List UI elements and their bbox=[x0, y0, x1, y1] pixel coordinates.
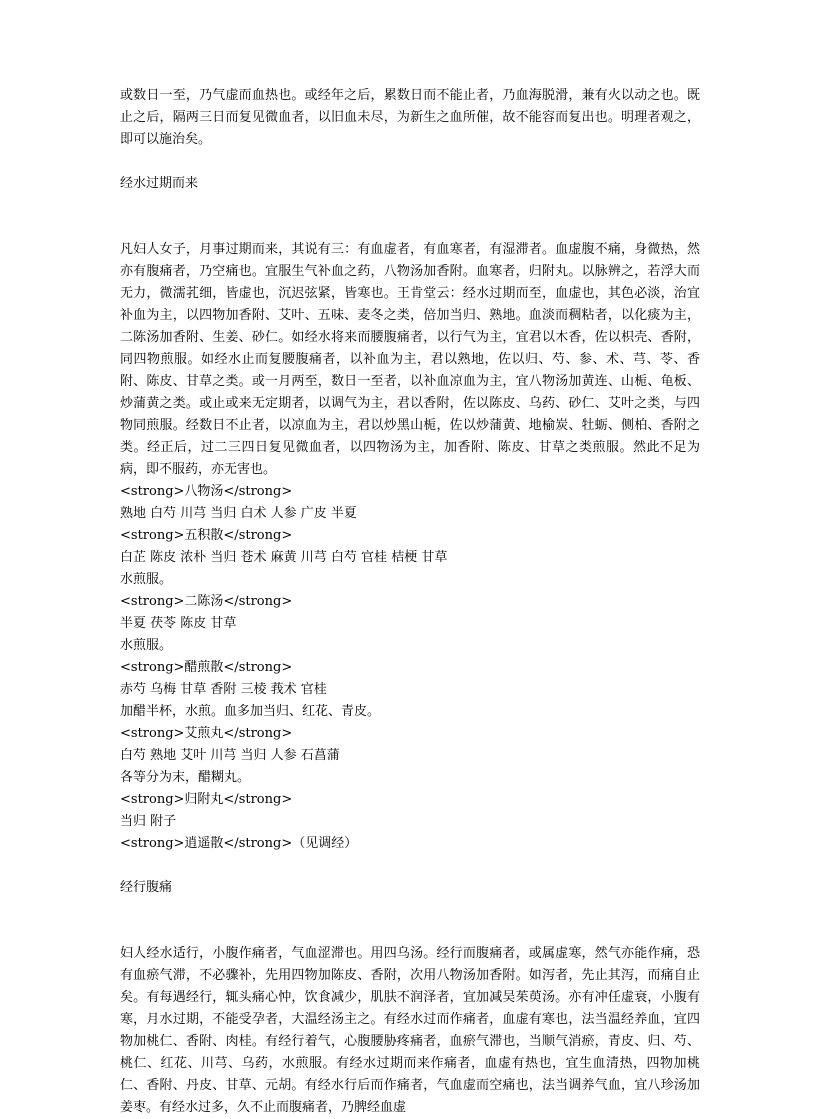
section-title-late-menses: 经水过期而来 bbox=[120, 176, 199, 191]
recipe-line: <strong>二陈汤</strong> bbox=[120, 594, 293, 609]
recipe-line: 各等分为末，醋糊丸。 bbox=[120, 770, 251, 785]
recipe-line: <strong>逍遥散</strong>（见调经） bbox=[120, 836, 358, 851]
recipe-line: 赤芍 乌梅 甘草 香附 三棱 莪术 官桂 bbox=[120, 682, 327, 697]
recipe-line: <strong>五积散</strong> bbox=[120, 528, 293, 543]
section-paragraph-late-menses: 凡妇人女子，月事过期而来，其说有三：有血虚者，有血寒者，有湿滞者。血虚腹不痛，身微热，然亦有腹痛者，乃空痛也。宜服生气补血之药，八物汤加香附。血寒者，归附丸。以脉辨之，若浮大而无力，微濡芤细，皆虚也，沉迟弦紧，皆寒也。王肯堂云：经水过期而至，血虚也，其色必淡，治宜补血为主，以四物加香附、艾叶、五味、麦冬之类，倍加当归、熟地。血淡而稠粘者，以化痰为主，二陈汤加香附、生姜、砂仁。如经水将来而腰腹痛者，以行气为主，宜君以木香，佐以枳壳、香附，同四物煎服。如经水止而复腰腹痛者，以补血为主，君以熟地，佐以归、芍、参、术、芎、苓、香附、陈皮、甘草之类。或一月两至，数日一至者，以补血凉血为主，宜八物汤加黄连、山栀、龟板、炒蒲黄之类。或止或来无定期者，以调气为主，君以香附，佐以陈皮、乌药、砂仁、艾叶之类，与四物同煎服。经数日不止者，以凉血为主，君以炒黑山栀，佐以炒蒲黄、地榆炭、牡蛎、侧柏、香附之类。经正后，过二三四日复见微血者，以四物汤为主，加香附、陈皮、甘草之类煎服。然此不足为病，即不服药，亦无害也。 bbox=[120, 242, 700, 477]
recipe-line: <strong>八物汤</strong> bbox=[120, 484, 293, 499]
recipe-line: 白芍 熟地 艾叶 川芎 当归 人参 石菖蒲 bbox=[120, 748, 340, 763]
section-paragraph-menstrual-pain: 妇人经水适行，小腹作痛者，气血涩滞也。用四乌汤。经行而腹痛者，或属虚寒，然气亦能作痛，恐有血瘀气滞，不必骤补，先用四物加陈皮、香附，次用八物汤加香附。如泻者，先止其泻，而痛自止矣。有每遇经行，辄头痛心忡，饮食减少，肌肤不润泽者，宜加减吴茱萸汤。亦有冲任虚衰，小腹有寒，月水过期，不能受孕者，大温经汤主之。有经水过而作痛者，血虚有寒也，法当温经养血，宜四物加桃仁、香附、肉桂。有经行着气，心腹腰胁疼痛者，血瘀气滞也，当顺气消瘀，青皮、归、芍、桃仁、红花、川芎、乌药，水煎服。有经水过期而来作痛者，血虚有热也，宜生血清热，四物加桃仁、香附、丹皮、甘草、元胡。有经水行后而作痛者，气血虚而空痛也，法当调养气血，宜八珍汤加姜枣。有经水过多，久不止而腹痛者，乃脾经血虚 bbox=[120, 946, 700, 1115]
recipe-line: <strong>归附丸</strong> bbox=[120, 792, 293, 807]
recipe-line: 熟地 白芍 川芎 当归 白术 人参 广皮 半夏 bbox=[120, 506, 357, 521]
recipe-line: 白芷 陈皮 浓朴 当归 苍术 麻黄 川芎 白芍 官桂 桔梗 甘草 bbox=[120, 550, 448, 565]
recipe-line: 加醋半杯，水煎。血多加当归、红花、青皮。 bbox=[120, 704, 381, 719]
intro-paragraph: 或数日一至，乃气虚而血热也。或经年之后，累数日而不能止者，乃血海脱滑，兼有火以动之也。既止之后，隔两三日而复见微血者，以旧血未尽，为新生之血所催，故不能容而复出也。明理者观之，即可以施治矣。 bbox=[120, 88, 700, 147]
recipe-line: <strong>艾煎丸</strong> bbox=[120, 726, 293, 741]
document-page bbox=[120, 85, 700, 1119]
recipe-line: 水煎服。 bbox=[120, 638, 173, 653]
recipe-line: <strong>醋煎散</strong> bbox=[120, 660, 293, 675]
recipe-line: 半夏 茯苓 陈皮 甘草 bbox=[120, 616, 237, 631]
recipe-line: 水煎服。 bbox=[120, 572, 173, 587]
recipe-line: 当归 附子 bbox=[120, 814, 177, 829]
section-title-menstrual-pain: 经行腹痛 bbox=[120, 880, 173, 895]
